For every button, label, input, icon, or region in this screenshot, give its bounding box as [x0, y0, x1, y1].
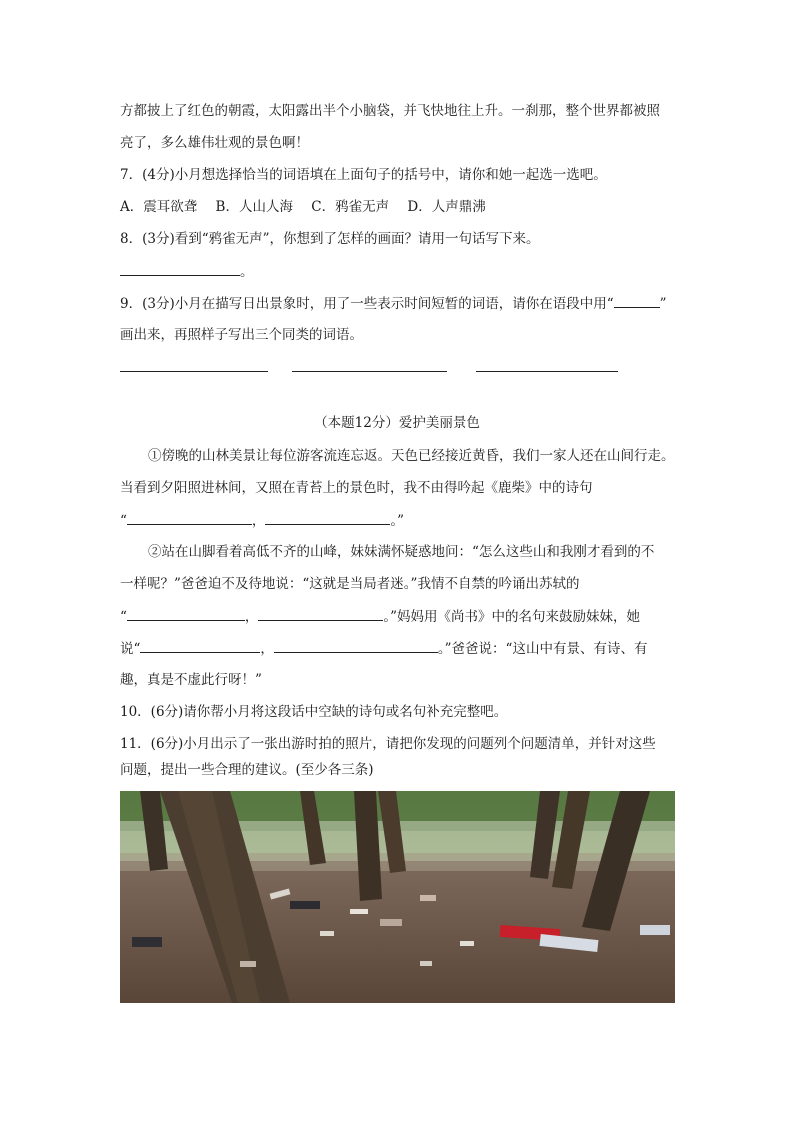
question-10: 10．(6分)请你帮小月将这段话中空缺的诗句或名句补充完整吧。: [120, 704, 508, 720]
answer-blank[interactable]: [476, 357, 618, 372]
option-c: C．鸦雀无声: [311, 199, 390, 215]
underline-sample: [614, 293, 660, 308]
answer-blank[interactable]: [292, 357, 447, 372]
paragraph-2-line-5: 趣，真是不虚此行呀！”: [120, 672, 262, 688]
option-d: D．人声鼎沸: [407, 199, 486, 215]
question-9-answers: [120, 357, 618, 378]
question-8: 8．(3分)看到“鸦雀无声”，你想到了怎样的画面？请用一句话写下来。: [120, 231, 540, 247]
question-9-line-2: 画出来，再照样子写出三个同类的词语。: [120, 327, 363, 343]
poem-blank[interactable]: [127, 510, 252, 525]
section-title: （本题12分）爱护美丽景色: [314, 415, 480, 431]
poem-blank[interactable]: [265, 510, 390, 525]
option-b: B．人山人海: [215, 199, 293, 215]
question-8-answer: 。: [120, 261, 254, 282]
question-7-options: [120, 197, 500, 217]
paragraph-2-line-2: 一样呢？”爸爸迫不及待地说：“这就是当局者迷。”我情不自禁的吟诵出苏轼的: [120, 576, 580, 592]
answer-blank[interactable]: [120, 261, 240, 276]
paragraph-2-line-4: 说“ ， 。”爸爸说：“这山中有景、有诗、有: [120, 638, 647, 659]
quote-blank[interactable]: [140, 638, 260, 653]
answer-blank[interactable]: [120, 357, 268, 372]
paragraph-1-line-2: 当看到夕阳照进林间，又照在青苔上的景色时，我不由得吟起《鹿柴》中的诗句: [120, 480, 593, 496]
question-9: 9．(3分)小月在描写日出景象时，用了一些表示时间短暂的词语，请你在语段中用“ ”: [120, 293, 667, 314]
poem-blank[interactable]: [127, 606, 245, 621]
poem-blank[interactable]: [258, 606, 383, 621]
option-a: A．震耳欲聋: [120, 199, 198, 215]
paragraph-1-line-3: “ ， 。”: [120, 510, 404, 531]
passage-line-2: 亮了，多么雄伟壮观的景色啊！: [120, 135, 309, 151]
paragraph-2-line-1: ②站在山脚看着高低不齐的山峰，妹妹满怀疑惑地问：“怎么这些山和我刚才看到的不: [148, 544, 655, 560]
passage-line-1: 方都披上了红色的朝霞，太阳露出半个小脑袋，并飞快地往上升。一刹那，整个世界都被照: [120, 103, 660, 119]
question-11-line-1: 11．(6分)小月出示了一张出游时拍的照片，请把你发现的问题列个问题清单，并针对这些: [120, 736, 656, 752]
question-11-line-2: 问题，提出一些合理的建议。(至少各三条): [120, 762, 374, 778]
paragraph-2-line-3: “ ， 。”妈妈用《尚书》中的名句来鼓励妹妹，她: [120, 606, 640, 627]
paragraph-1-line-1: ①傍晚的山林美景让每位游客流连忘返。天色已经接近黄昏，我们一家人还在山间行走。: [148, 448, 675, 464]
quote-blank[interactable]: [274, 638, 438, 653]
forest-scene: [120, 791, 675, 1003]
littered-forest-photo: [120, 791, 675, 1003]
question-7: 7．(4分)小月想选择恰当的词语填在上面句子的括号中，请你和她一起选一选吧。: [120, 167, 607, 183]
